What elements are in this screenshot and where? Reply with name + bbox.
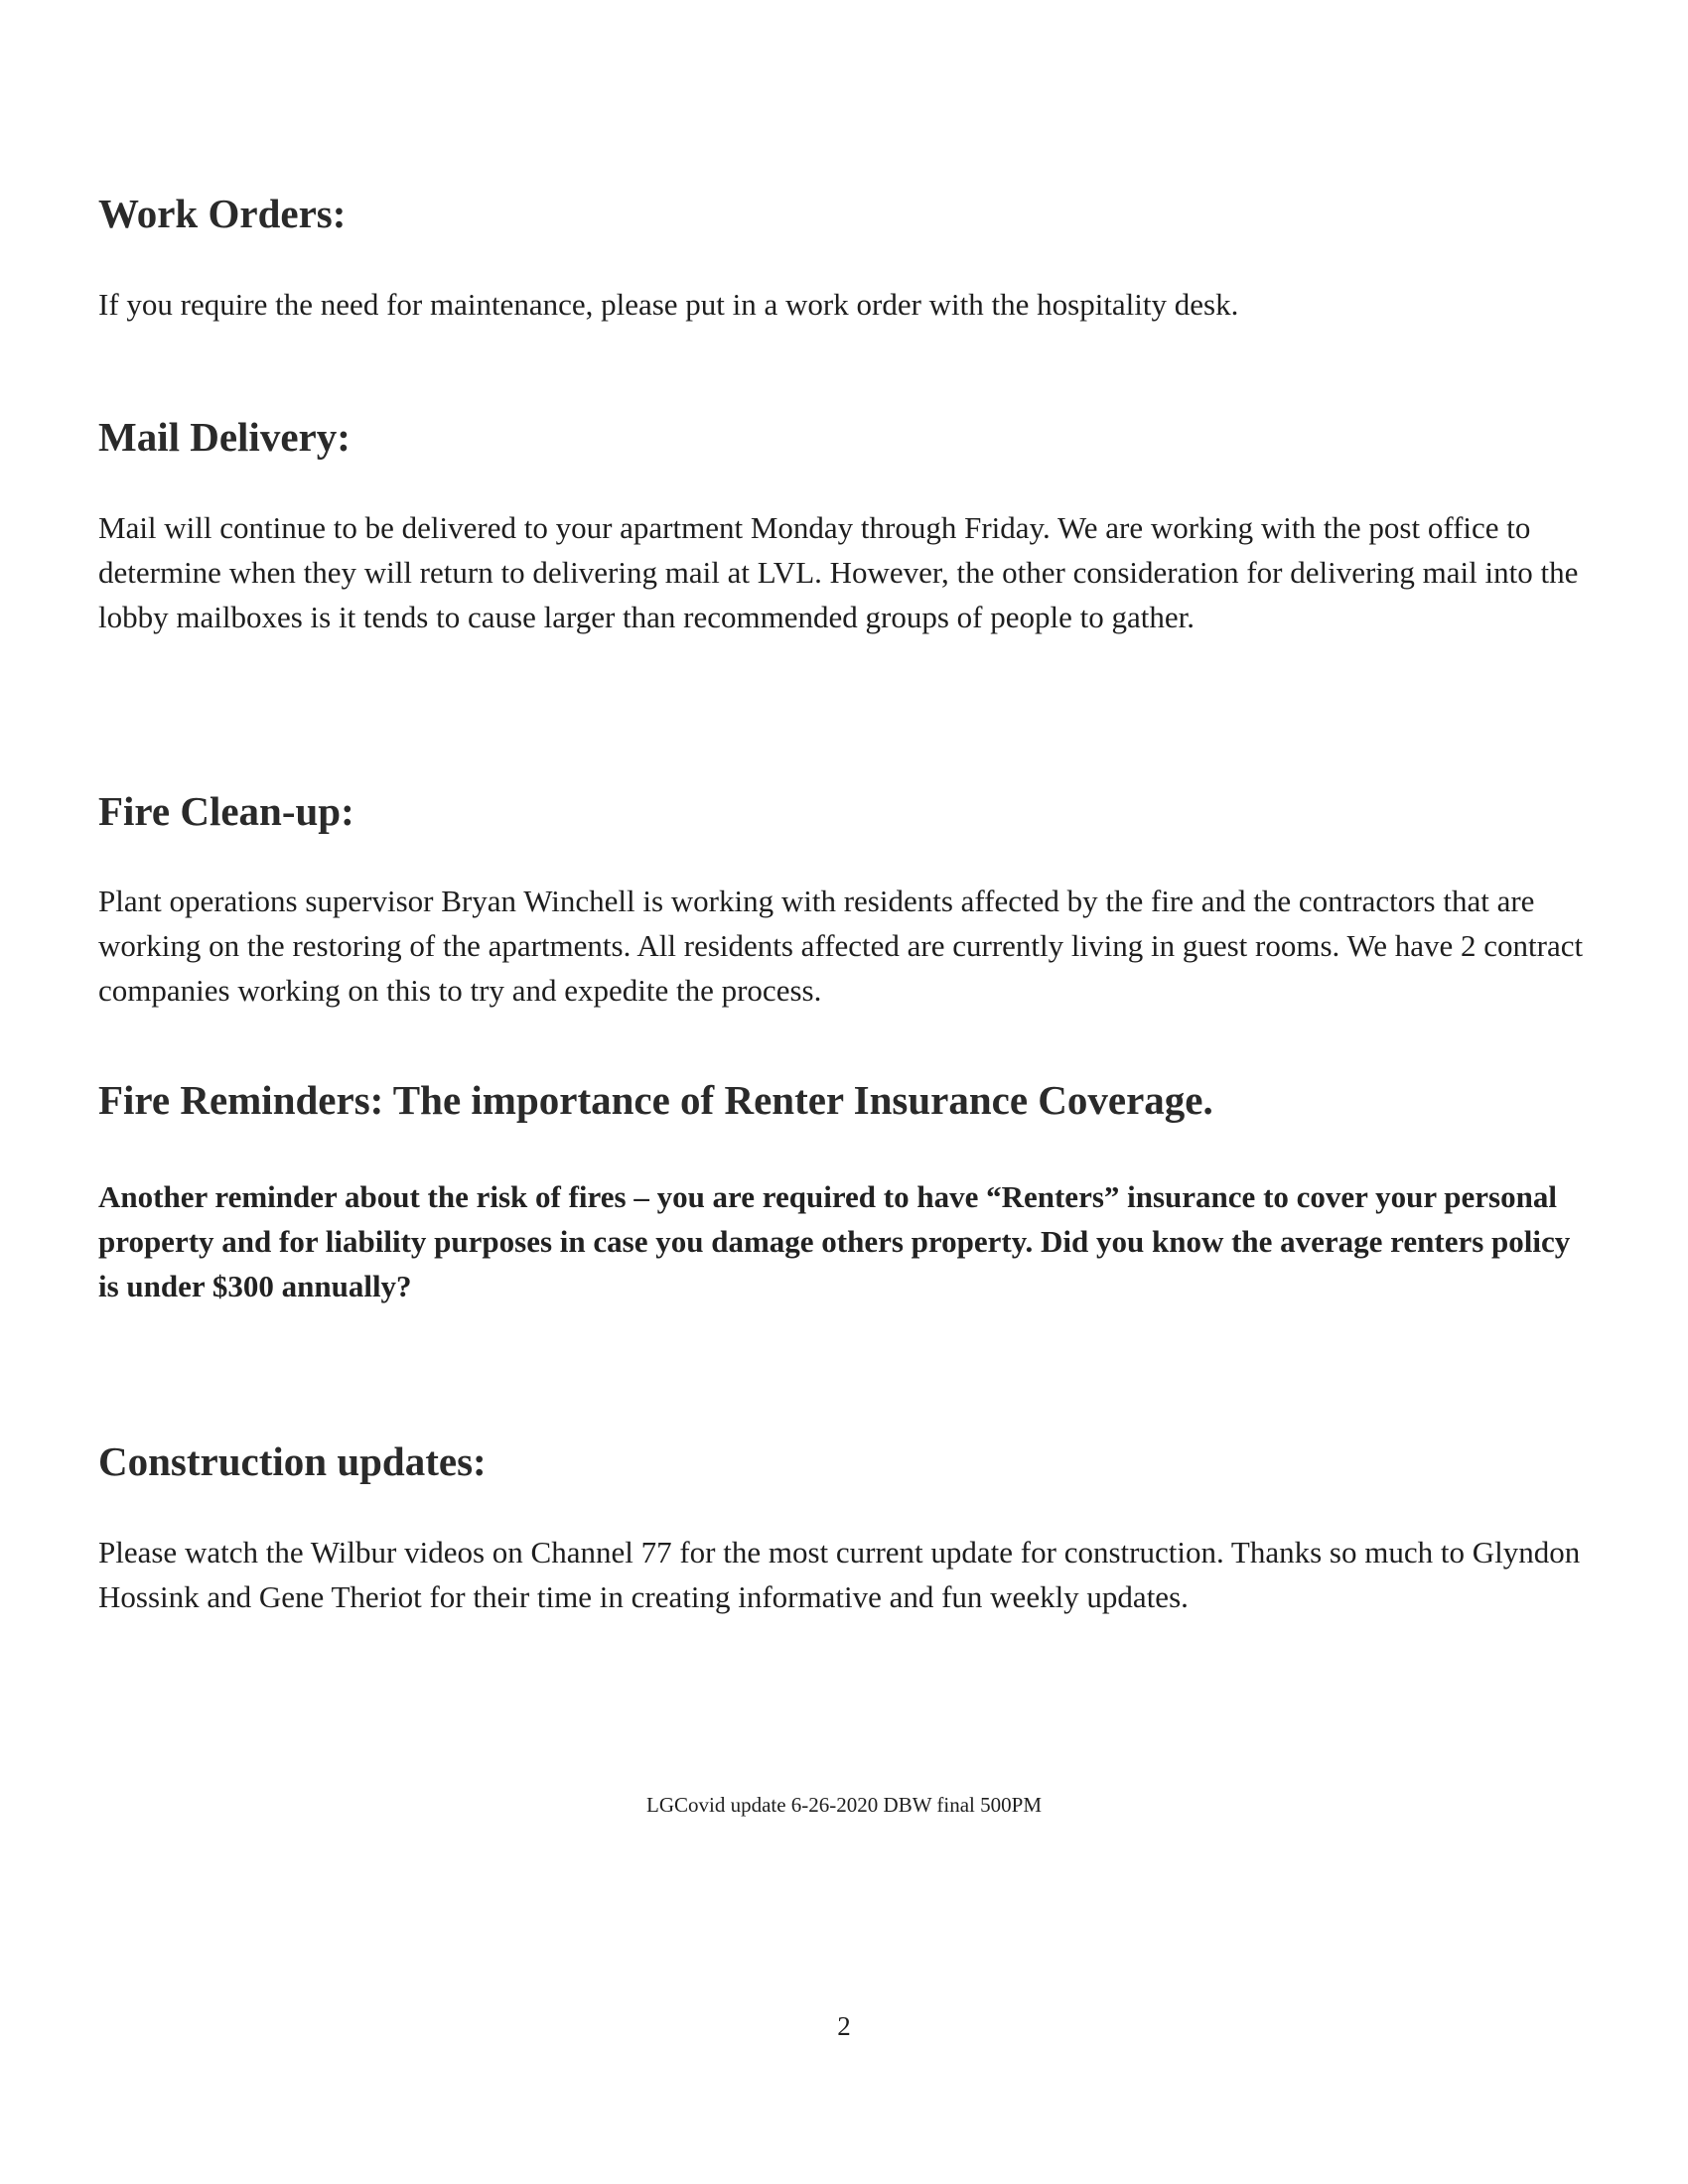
section-heading-construction-updates: Construction updates: [98, 1438, 487, 1484]
section-body-construction-updates: Please watch the Wilbur videos on Channel 77 for the most current update for construction. Thanks so much to Glyndon Hossink and Gene Theriot for their time in creating informative and fun weekly updates. [98, 1535, 1581, 1614]
section-heading-mail-delivery: Mail Delivery: [98, 414, 351, 460]
section-body-mail-delivery: Mail will continue to be delivered to your apartment Monday through Friday. We are working with the post office to determine when they will return to delivering mail at LVL. However, the other consideration for delivering mail into the lobby mailboxes is it tends to cause larger than recommended groups of people to gather. [98, 510, 1579, 634]
document-id-footer: LGCovid update 6-26-2020 DBW final 500PM [646, 1793, 1042, 1817]
section-heading-work-orders: Work Orders: [98, 191, 347, 236]
section-heading-fire-cleanup: Fire Clean-up: [98, 788, 354, 834]
section-heading-fire-reminders: Fire Reminders: The importance of Renter Insurance Coverage. [98, 1077, 1213, 1123]
section-body-fire-reminders: Another reminder about the risk of fires – you are required to have “Renters” insurance to cover your personal property and for liability purposes in case you damage others property. Did you know the average renters policy is under $300 annually? [98, 1179, 1571, 1303]
section-body-fire-cleanup: Plant operations supervisor Bryan Winchell is working with residents affected by the fire and the contractors that are working on the restoring of the apartments. All residents affected are currently living in guest rooms. We have 2 contract companies working on this to try and expedite the process. [98, 884, 1584, 1008]
page-number: 2 [837, 2011, 851, 2041]
section-body-work-orders: If you require the need for maintenance, please put in a work order with the hospitality desk. [98, 287, 1239, 322]
